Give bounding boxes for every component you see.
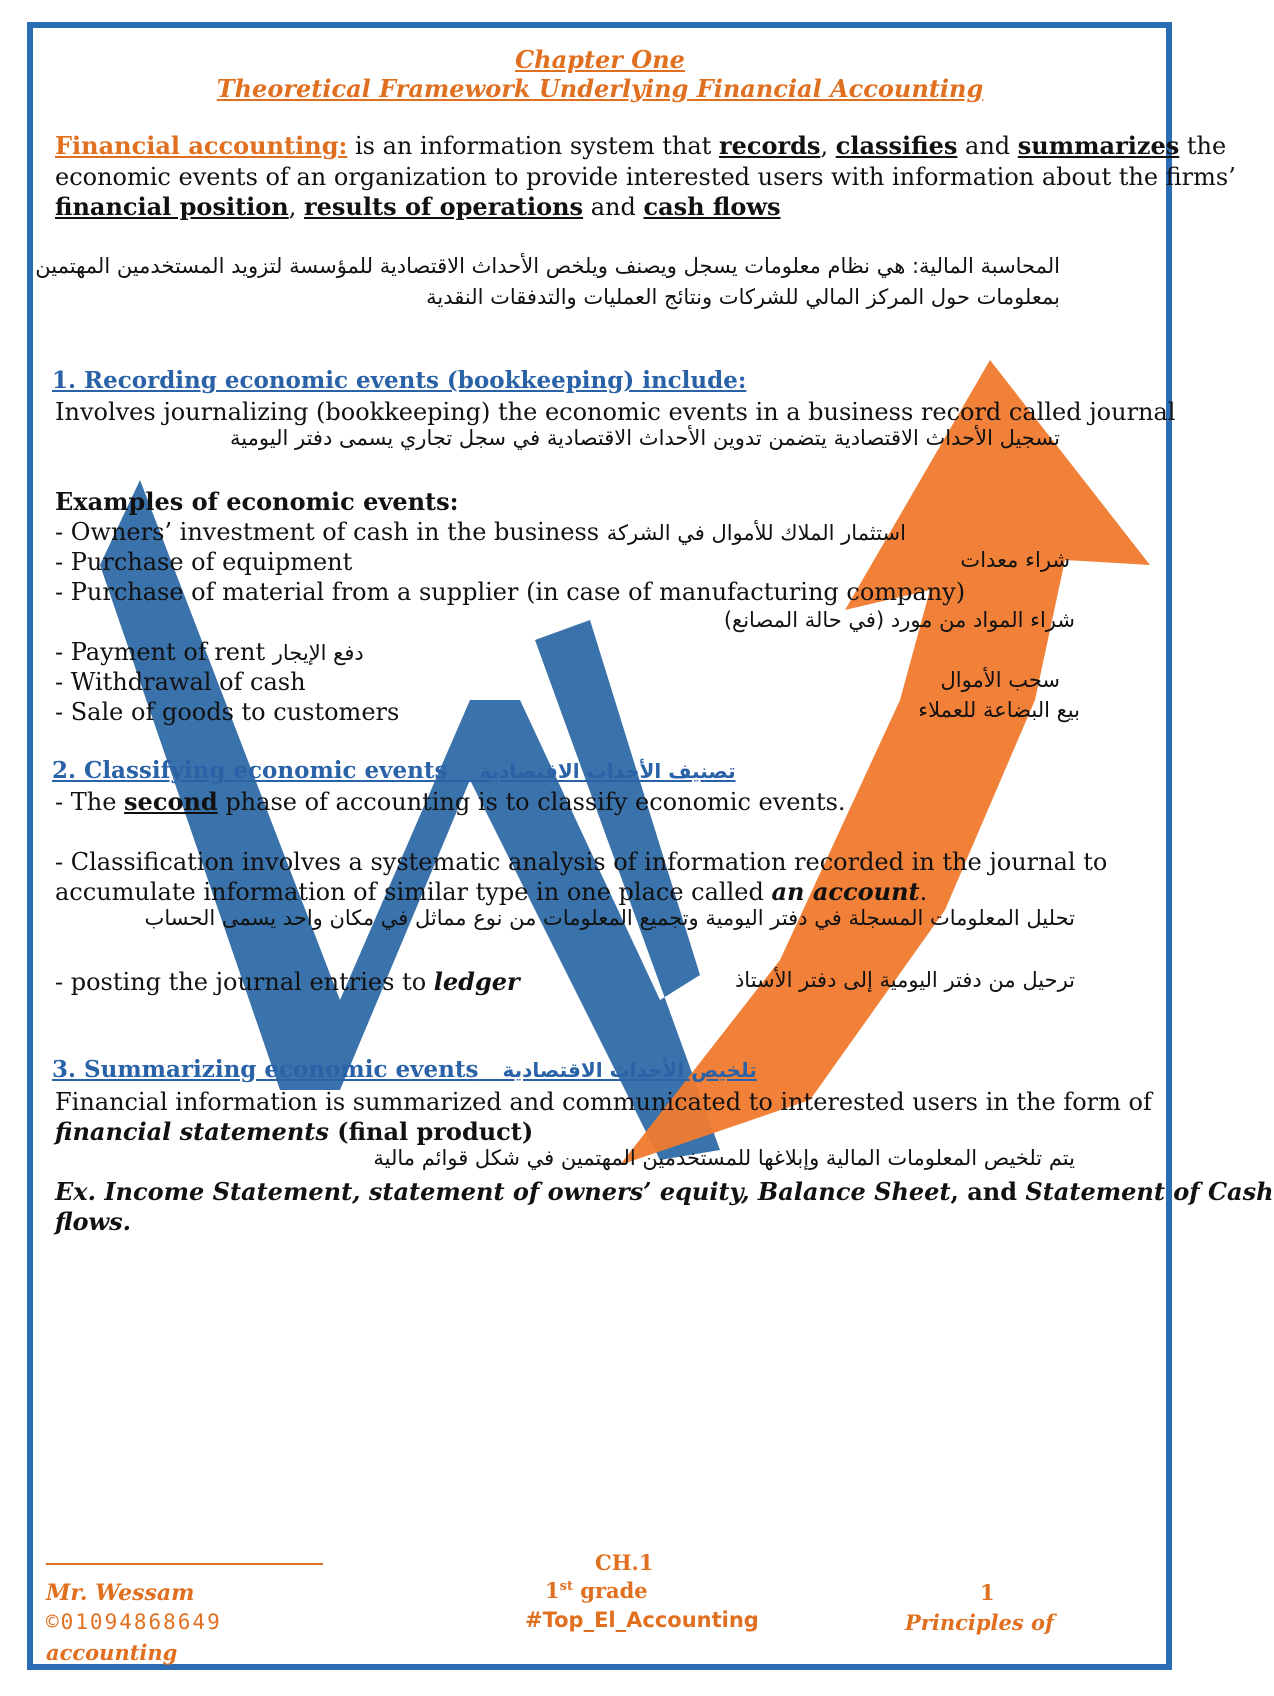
example-1: - Owners’ investment of cash in the business استثمار الملاك للأموال في الشركة — [55, 518, 906, 546]
example-6-arabic: بيع البضاعة للعملاء — [918, 698, 1080, 722]
footer-divider — [46, 1563, 323, 1565]
definition-line3: financial position, results of operations and cash flows — [55, 192, 781, 221]
footer-course-2: accounting — [46, 1640, 178, 1665]
footer-hashtag: #Top_El_Accounting — [525, 1608, 759, 1632]
section3-final-product: financial statements (final product) — [55, 1117, 534, 1146]
section2-classification-1: - Classification involves a systematic analysis of information recorded in the journal to — [55, 848, 1108, 876]
definition-arabic-2: بمعلومات حول المركز المالي للشركات ونتائج العمليات والتدفقات النقدية — [426, 285, 1060, 309]
section2-posting: - posting the journal entries to ledger — [55, 967, 520, 996]
section3-example-line2: flows. — [55, 1207, 131, 1236]
definition-arabic-1: المحاسبة المالية: هي نظام معلومات يسجل ويصنف ويلخص الأحداث الاقتصادية للمؤسسة لتزويد المستخدمين المهتمين — [35, 254, 1060, 278]
section3-heading: 3. Summarizing economic events تلخيص الأحداث الاقتصادية — [52, 1056, 757, 1083]
section2-classification-2: accumulate information of similar type in one place called an account. — [55, 877, 928, 906]
section3-example-line1: Ex. Income Statement, statement of owners’ equity, Balance Sheet, and Statement of Cash — [55, 1177, 1274, 1206]
footer-chapter: CH.1 — [595, 1550, 654, 1575]
section2-heading: 2. Classifying economic events تصنيف الأحداث الاقتصادية — [52, 757, 736, 784]
example-5: - Withdrawal of cash — [55, 668, 306, 696]
footer-phone: ©01094868649 — [46, 1610, 222, 1634]
section1-arabic: تسجيل الأحداث الاقتصادية يتضمن تدوين الأحداث الاقتصادية في سجل تجاري يسمى دفتر اليومية — [230, 426, 1060, 450]
section1-text: Involves journalizing (bookkeeping) the economic events in a business record called journal — [55, 398, 1176, 426]
section2-phase: - The second phase of accounting is to classify economic events. — [55, 787, 846, 816]
section3-arabic: يتم تلخيص المعلومات المالية وإبلاغها للمستخدمين المهتمين في شكل قوائم مالية — [373, 1146, 1075, 1170]
footer-grade: 1st grade — [545, 1578, 648, 1603]
example-2-arabic: شراء معدات — [960, 548, 1070, 572]
example-5-arabic: سحب الأموال — [940, 668, 1060, 692]
section3-text: Financial information is summarized and communicated to interested users in the form of — [55, 1088, 1152, 1116]
example-3-arabic: شراء المواد من مورد (في حالة المصانع) — [723, 608, 1075, 632]
footer-page-number: 1 — [980, 1580, 995, 1605]
definition-line1: Financial accounting: is an information system that records, classifies and summarizes the — [55, 131, 1227, 160]
example-3: - Purchase of material from a supplier (in case of manufacturing company) — [55, 578, 966, 606]
chapter-subtitle: Theoretical Framework Underlying Financial Accounting — [216, 74, 984, 103]
definition-term: Financial accounting: — [55, 131, 348, 160]
example-4: - Payment of rent دفع الإيجار — [55, 638, 364, 666]
definition-line2: economic events of an organization to provide interested users with information about the firms’ — [55, 163, 1236, 191]
section2-classification-arabic: تحليل المعلومات المسجلة في دفتر اليومية وتجميع المعلومات من نوع مماثل في مكان واحد يسمى الحساب — [144, 906, 1075, 930]
example-6: - Sale of goods to customers — [55, 698, 400, 726]
footer-author: Mr. Wessam — [46, 1580, 195, 1606]
example-2: - Purchase of equipment — [55, 548, 353, 576]
chapter-title: Chapter One — [515, 45, 685, 74]
examples-title: Examples of economic events: — [55, 487, 459, 516]
section2-posting-arabic: ترحيل من دفتر اليومية إلى دفتر الأستاذ — [734, 968, 1075, 992]
section1-heading: 1. Recording economic events (bookkeeping) include: — [52, 367, 747, 394]
footer-course-1: Principles of — [905, 1610, 1055, 1635]
